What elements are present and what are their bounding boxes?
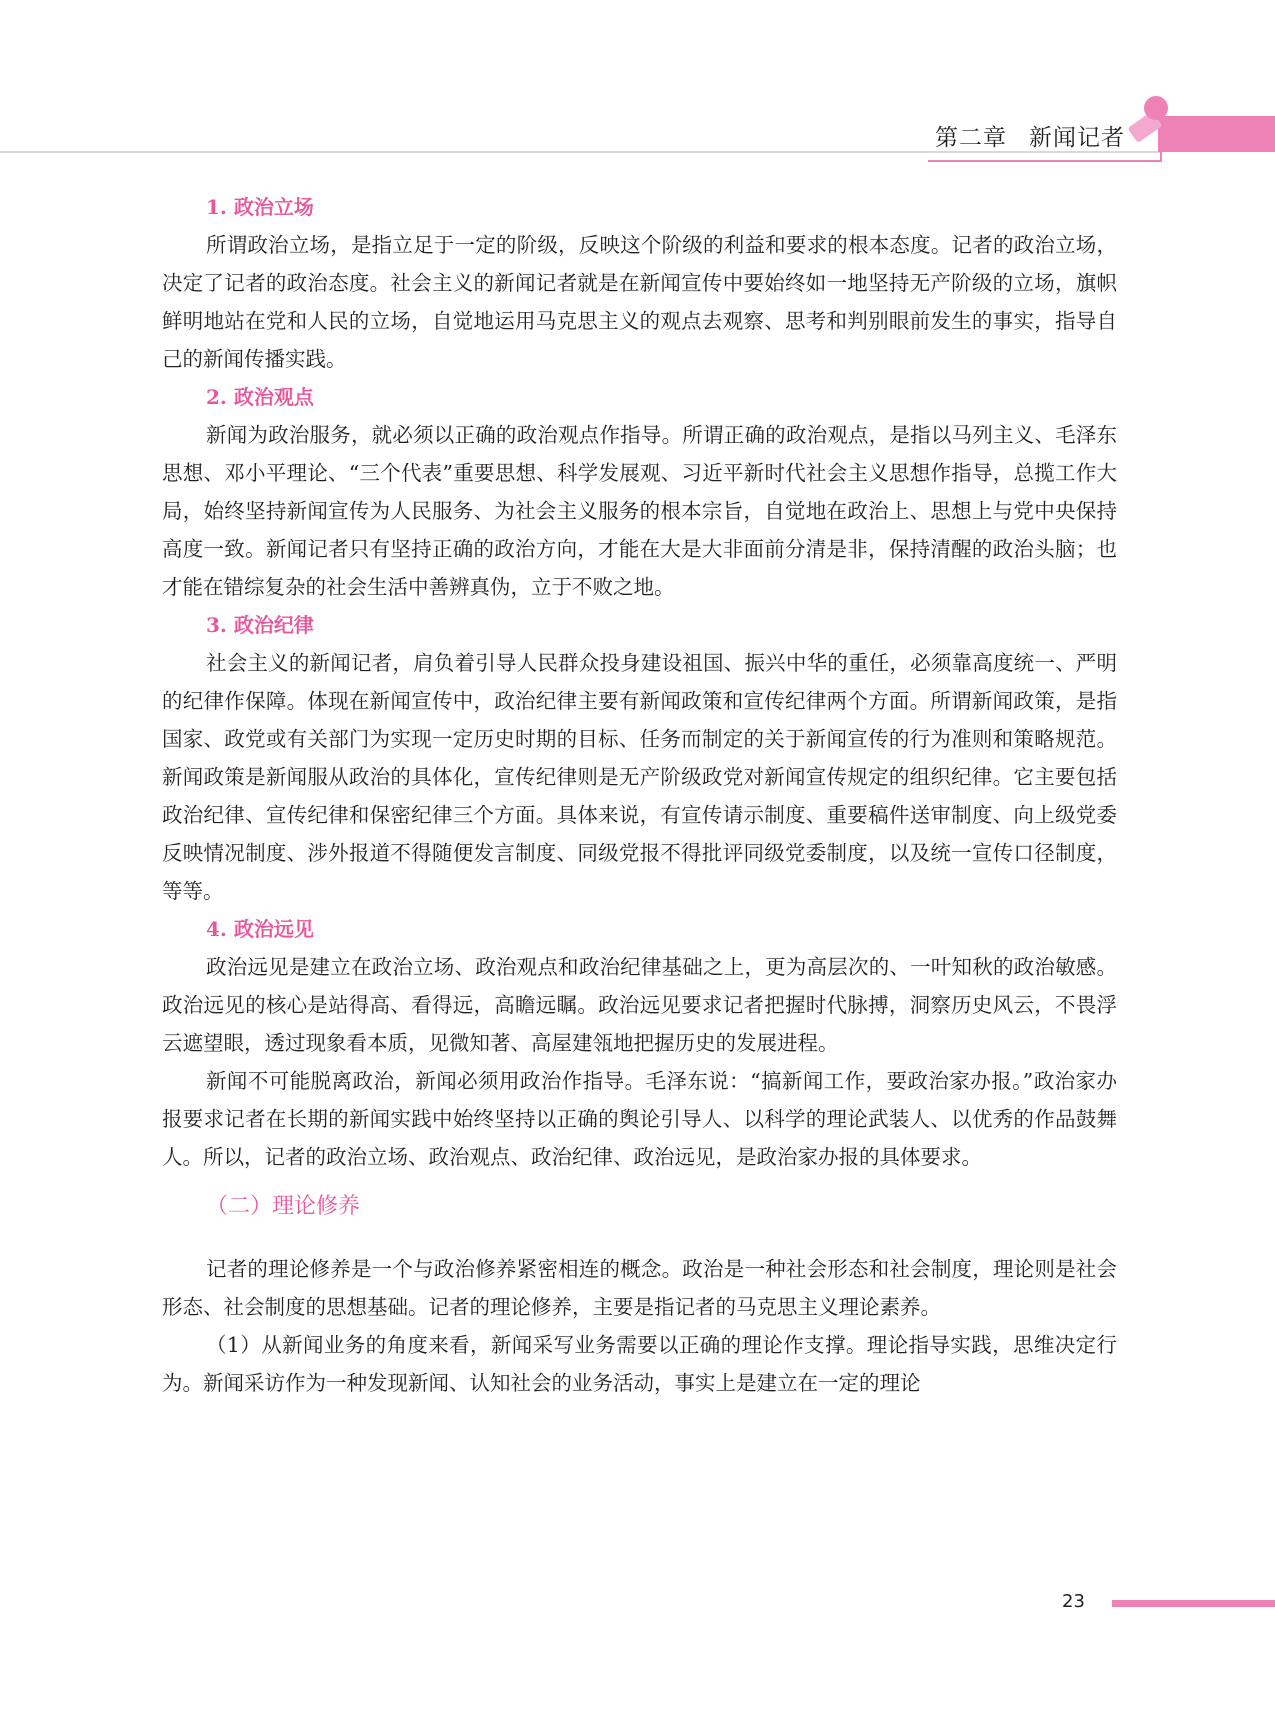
running-head <box>935 119 1125 152</box>
footer-pink-bar <box>1112 1600 1275 1607</box>
chapter-number: 第二章 <box>935 125 1007 151</box>
paragraph: 新闻为政治服务，就必须以正确的政治观点作指导。所谓正确的政治观点，是指以马列主义、毛泽东思想、邓小平理论、“三个代表”重要思想、科学发展观、习近平新时代社会主义思想作指导，总揽工作大局，始终坚持新闻宣传为人民服务、为社会主义服务的根本宗旨，自觉地在政治上、思想上与党中央保持高度一致。新闻记者只有坚持正确的政治方向，才能在大是大非面前分清是非，保持清醒的政治头脑；也才能在错综复杂的社会生活中善辨真伪，立于不败之地。 <box>162 423 1117 599</box>
section-heading: 3. 政治纪律 <box>206 613 314 637</box>
paragraph: 政治远见是建立在政治立场、政治观点和政治纪律基础之上，更为高层次的、一叶知秋的政治敏感。政治远见的核心是站得高、看得远，高瞻远瞩。政治远见要求记者把握时代脉搏，洞察历史风云，不畏浮云遮望眼，透过现象看本质，见微知著、高屋建瓴地把握历史的发展进程。 <box>162 955 1117 1055</box>
section-heading: 2. 政治观点 <box>206 385 314 409</box>
header-pink-bar <box>1158 116 1275 152</box>
header-circle-decoration <box>1144 96 1168 120</box>
paragraph: 新闻不可能脱离政治，新闻必须用政治作指导。毛泽东说：“搞新闻工作，要政治家办报。”政治家办报要求记者在长期的新闻实践中始终坚持以正确的舆论引导人、以科学的理论武装人、以优秀的作品鼓舞人。所以，记者的政治立场、政治观点、政治纪律、政治远见，是政治家办报的具体要求。 <box>162 1069 1117 1169</box>
paragraph: 社会主义的新闻记者，肩负着引导人民群众投身建设祖国、振兴中华的重任，必须靠高度统一、严明的纪律作保障。体现在新闻宣传中，政治纪律主要有新闻政策和宣传纪律两个方面。所谓新闻政策，是指国家、政党或有关部门为实现一定历史时期的目标、任务而制定的关于新闻宣传的行为准则和策略规范。新闻政策是新闻服从政治的具体化，宣传纪律则是无产阶级政党对新闻宣传规定的组织纪律。它主要包括政治纪律、宣传纪律和保密纪律三个方面。具体来说，有宣传请示制度、重要稿件送审制度、向上级党委反映情况制度、涉外报道不得随便发言制度、同级党报不得批评同级党委制度，以及统一宣传口径制度，等等。 <box>162 651 1117 903</box>
header-frame <box>928 152 1162 162</box>
page-number: 23 <box>1062 1591 1085 1612</box>
chapter-name: 新闻记者 <box>1029 125 1125 151</box>
section-heading: 4. 政治远见 <box>206 917 314 941</box>
paragraph: （1）从新闻业务的角度来看，新闻采写业务需要以正确的理论作支撑。理论指导实践，思维决定行为。新闻采访作为一种发现新闻、认知社会的业务活动，事实上是建立在一定的理论 <box>162 1333 1117 1395</box>
paragraph: 记者的理论修养是一个与政治修养紧密相连的概念。政治是一种社会形态和社会制度，理论则是社会形态、社会制度的思想基础。记者的理论修养，主要是指记者的马克思主义理论素养。 <box>162 1257 1117 1319</box>
page-body <box>162 188 1117 1402</box>
section-heading: 1. 政治立场 <box>206 195 314 219</box>
subsection-heading: （二）理论修养 <box>206 1194 361 1219</box>
paragraph: 所谓政治立场，是指立足于一定的阶级，反映这个阶级的利益和要求的根本态度。记者的政治立场，决定了记者的政治态度。社会主义的新闻记者就是在新闻宣传中要始终如一地坚持无产阶级的立场，旗帜鲜明地站在党和人民的立场，自觉地运用马克思主义的观点去观察、思考和判别眼前发生的事实，指导自己的新闻传播实践。 <box>162 233 1117 371</box>
